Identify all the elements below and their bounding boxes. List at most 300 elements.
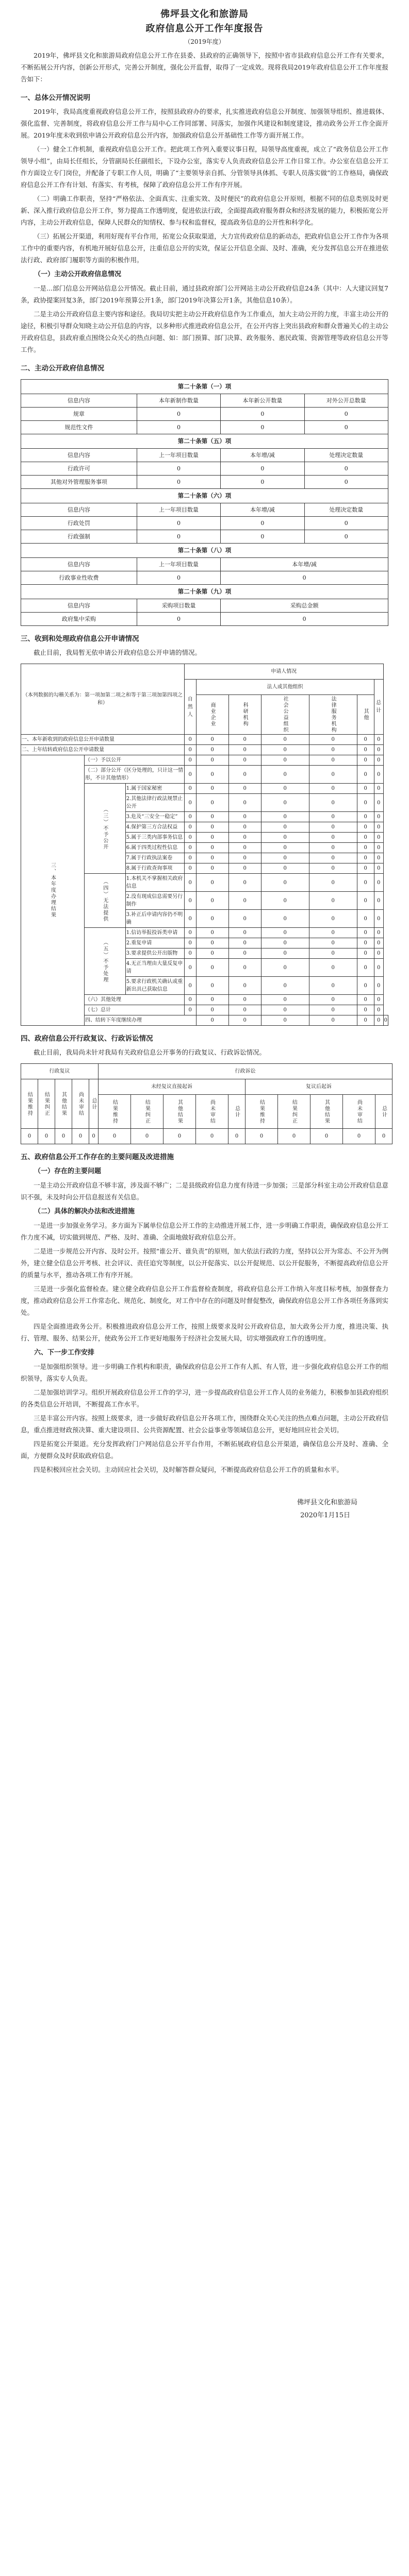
s5-paragraph: 四是拓宽公开渠道。充分发挥政府门户网站信息公开平台作用，不断拓展政府信息公开渠道，确保信息公开及时、准确、全面，方便群众及时获取政府信息。 <box>21 1440 388 1460</box>
s5-paragraph: 一是进一步加强业务学习。多方面为下属单位信息公开工作的主动推进开展工作，进一步明确工作职责，确保政府信息公开工作力度不减，切实做到规范、严格、及时、准确、全面地做好政府信息公开。 <box>21 1222 388 1241</box>
table-cell: 0 <box>374 794 383 812</box>
row-label: 1.属于国家秘密 <box>125 784 184 794</box>
table-cell: 0 <box>184 948 196 959</box>
table-cell: 0 <box>137 613 220 626</box>
table-cell: 0 <box>357 735 374 745</box>
table-caption: 第二十条第（五）项 <box>21 434 388 449</box>
table-cell: 行政事业性收费 <box>21 571 137 585</box>
table-cell: 0 <box>357 995 374 1005</box>
table-cell: 0 <box>309 833 357 843</box>
s5-paragraph: 二是进一步规范公开内容、及时公开。按照“谁公开、谁负责”的原则，加大依法行政的力度，坚持以公开为常态、不公开为例外，建立健全信息公开考核、社会评议、责任追究等制度，以公开促落实、以公开促规范、以公开促服务，不断提高政府信息公开的质量与水平，推动各项工作有序开展。 <box>21 1247 388 1279</box>
table-cell: 0 <box>228 822 261 833</box>
table-cell: 0 <box>261 843 309 853</box>
table-cell: 0 <box>374 853 383 863</box>
table-cell: 0 <box>261 910 309 928</box>
row-group-label: （三）不予公开 <box>85 784 126 874</box>
table-cell: 0 <box>137 571 220 585</box>
table-cell: 0 <box>357 833 374 843</box>
table-cell: 0 <box>309 843 357 853</box>
table-caption: 第二十条第（八）项 <box>21 544 388 558</box>
s5-subheading: （一）存在的主要问题 <box>34 1167 102 1175</box>
table-caption: 第二十条第（九）项 <box>21 585 388 599</box>
table-cell: 0 <box>261 766 309 784</box>
table-cell: 0 <box>228 766 261 784</box>
table-cell: 0 <box>261 735 309 745</box>
table-cell: 0 <box>304 408 388 421</box>
s5-paragraph: 四是积极回应社会关切。主动回应社会关切，及时解答群众疑问，不断提高政府信息公开工作的质量和水平。 <box>34 1466 343 1473</box>
review-litigation-table <box>21 1063 392 1144</box>
table-cell: 0 <box>89 1129 99 1144</box>
table-cell: 0 <box>196 948 228 959</box>
table-cell: 0 <box>72 1129 89 1144</box>
table-cell: 0 <box>304 517 388 530</box>
table-cell: 0 <box>196 853 228 863</box>
table-cell: 0 <box>196 822 228 833</box>
table-cell: 0 <box>196 1015 228 1026</box>
s1-subheading: （一）主动公开政府信息情况 <box>34 270 122 278</box>
table-cell: 0 <box>261 959 309 977</box>
column-header: 法人或其他组织 <box>196 680 374 695</box>
table-caption: 第二十条第（一）项 <box>21 380 388 394</box>
table-cell: 0 <box>309 794 357 812</box>
table-cell: 0 <box>184 863 196 874</box>
table-cell: 0 <box>357 766 374 784</box>
column-header: 尚未审结 <box>72 1079 89 1129</box>
column-header: 本年增/减 <box>221 449 304 462</box>
s5-paragraph: 三是丰富公开内容。按照上级要求，进一步做好政府信息公开各项工作，围绕群众关心关注的热点难点问题，主动公开政府信息，重点推进财政预决算、重大建设项目、公共资源配置、社会公益事业等领域信息公开，更好地回应社会关切。 <box>21 1414 388 1434</box>
s1-paragraph: 一是...部门信息公开网站信息公开情况。截止目前，通过县政府部门公开网站主动公开政府信息24条（其中：人大建议回复7条，政协提案回复3条，部门2019年预算公开1条，部门2019年决算公开1条，其他信息10条）。 <box>21 284 388 304</box>
table-cell: 0 <box>228 874 261 892</box>
table-cell: 0 <box>357 853 374 863</box>
table-cell: 0 <box>221 408 304 421</box>
table-cell: 0 <box>228 892 261 910</box>
row-label: 3.危及“三安全一稳定” <box>125 812 184 822</box>
table-cell: 0 <box>38 1129 55 1144</box>
table-cell: 0 <box>137 517 220 530</box>
column-header: 结果纠正 <box>131 1095 163 1129</box>
table-cell: 0 <box>374 910 383 928</box>
table-cell: 规章 <box>21 408 137 421</box>
table-cell: 0 <box>261 977 309 995</box>
section-5-heading: 五、政府信息公开工作存在的主要问题及改进措施 <box>21 1153 174 1161</box>
table-cell: 0 <box>228 812 261 822</box>
table-cell: 0 <box>184 745 196 755</box>
table-cell: 0 <box>228 843 261 853</box>
column-header: 申请人情况 <box>184 664 383 680</box>
table-cell: 0 <box>228 977 261 995</box>
table-cell: 0 <box>196 1005 228 1015</box>
row-label: 1.本机关不掌握相关政府信息 <box>125 874 184 892</box>
table-cell: 0 <box>196 843 228 853</box>
table-cell: 0 <box>184 812 196 822</box>
table-cell: 0 <box>184 995 196 1005</box>
table-cell: 0 <box>357 938 374 948</box>
table-cell: 0 <box>261 745 309 755</box>
column-header: 上一年项目数量 <box>137 503 220 517</box>
table-cell: 0 <box>196 928 228 938</box>
table-cell: 0 <box>184 892 196 910</box>
column-header: 本年增/减 <box>221 558 388 571</box>
column-header: 复议后起诉 <box>246 1079 392 1095</box>
table-cell: 0 <box>184 959 196 977</box>
table-cell: 0 <box>137 476 220 489</box>
s5-paragraph: 二是加强培训学习。组织开展政府信息公开工作的学习，进一步提高政府信息公开工作人员的业务能力，积极参加县政府组织的各类信息公开培训，不断提高工作水平。 <box>21 1388 388 1408</box>
table-cell: 0 <box>383 1015 388 1026</box>
table-cell: 0 <box>221 476 304 489</box>
table-cell: 0 <box>163 1129 196 1144</box>
table-cell: 0 <box>196 745 228 755</box>
table-cell: 0 <box>221 462 304 476</box>
column-header: 总计 <box>228 1095 246 1129</box>
column-header: 其他 <box>357 695 374 735</box>
table-cell: 0 <box>309 995 357 1005</box>
table-cell: 0 <box>309 755 357 766</box>
row-group-label: （四）无法提供 <box>85 874 126 928</box>
row-label: 一、本年新收到的政府信息公开申请数量 <box>21 735 185 745</box>
table-cell: 0 <box>261 755 309 766</box>
column-header: 行政诉讼 <box>99 1064 392 1079</box>
table-cell: 0 <box>374 822 383 833</box>
table-cell: 0 <box>261 948 309 959</box>
section-2-heading: 二、主动公开政府信息情况 <box>21 364 104 372</box>
row-label: 4.保护第三方合法权益 <box>125 822 184 833</box>
row-label: （二）部分公开（区分处理的，只计这一情形，不计其他情形） <box>85 766 185 784</box>
table-cell: 0 <box>374 784 383 794</box>
column-header: （本列数据的勾稽关系为：第一项加第二项之和等于第三项加第四项之和） <box>21 664 185 735</box>
table-cell: 0 <box>261 794 309 812</box>
table-cell: 0 <box>228 784 261 794</box>
table-cell: 0 <box>309 853 357 863</box>
table-cell: 0 <box>184 928 196 938</box>
table-cell: 0 <box>221 517 304 530</box>
table-cell: 0 <box>261 892 309 910</box>
table-cell: 0 <box>137 462 220 476</box>
table-cell: 0 <box>228 1015 261 1026</box>
table-cell: 0 <box>309 928 357 938</box>
table-cell: 0 <box>309 938 357 948</box>
s1-paragraph: 二是主动公开政府信息主要内容和途径。我局切实把主动公开政府信息作为工作重点，加大主动公开的力度，丰富主动公开的途径，积极引导群众知晓主动公开信息的内容，以多种形式推进政府信息公开，在公开内容上突出县政府和群众普遍关心的主动公开政府信息，县政府重点围绕公众关心的热点问题、如：部门预算、部门决算、政务服务、惠民政策、资源管理等政府信息公开等工作。 <box>21 310 388 353</box>
table-cell: 0 <box>309 977 357 995</box>
column-header: 行政复议 <box>21 1064 99 1079</box>
column-header: 采购项目数量 <box>137 599 220 613</box>
table-cell: 0 <box>196 794 228 812</box>
table-cell: 0 <box>357 959 374 977</box>
column-header: 社会公益组织 <box>261 695 309 735</box>
signature-org: 佛坪县文化和旅游局 <box>297 1499 357 1506</box>
table-cell: 0 <box>196 766 228 784</box>
column-header: 其他结果 <box>310 1095 343 1129</box>
table-cell: 0 <box>374 766 383 784</box>
column-header: 本年增/减 <box>221 503 304 517</box>
table-cell: 0 <box>374 1015 383 1026</box>
column-header: 总计 <box>89 1079 99 1129</box>
agency-name: 佛坪县文化和旅游局 <box>160 9 249 20</box>
table-cell: 0 <box>374 977 383 995</box>
table-cell: 0 <box>309 910 357 928</box>
table-cell: 行政处罚 <box>21 517 137 530</box>
row-label: 5.要求行政机关确认或重新出具已获取信息 <box>125 977 184 995</box>
table-cell: 0 <box>304 462 388 476</box>
table-cell: 0 <box>357 755 374 766</box>
table-cell: 0 <box>196 892 228 910</box>
table-cell: 0 <box>196 784 228 794</box>
application-handling-table <box>21 664 388 1026</box>
section-1-heading: 一、总体公开情况说明 <box>21 94 90 102</box>
table-cell: 0 <box>309 745 357 755</box>
column-header: 本年新公开数量 <box>221 394 304 408</box>
row-label: 2.其他法律行政法规禁止公开 <box>125 794 184 812</box>
table-cell: 0 <box>228 794 261 812</box>
table-cell: 0 <box>309 1015 357 1026</box>
column-header: 对外公开总数量 <box>304 394 388 408</box>
table-cell: 0 <box>184 853 196 863</box>
row-label: （一）予以公开 <box>85 755 185 766</box>
table-cell: 0 <box>357 745 374 755</box>
column-header: 自然人 <box>184 680 196 735</box>
table-cell: 0 <box>261 863 309 874</box>
table-cell: 0 <box>137 421 220 434</box>
table-cell: 0 <box>228 755 261 766</box>
s4-intro: 截止目前，我局尚未针对我局有关政府信息公开事务的行政复议、行政诉讼情况。 <box>34 1048 266 1056</box>
table-cell: 0 <box>357 784 374 794</box>
table-cell: 0 <box>261 784 309 794</box>
table-cell: 0 <box>309 822 357 833</box>
table-cell: 0 <box>221 613 388 626</box>
column-header: 尚未审结 <box>196 1095 228 1129</box>
table-cell: 0 <box>99 1129 131 1144</box>
column-header: 科研机构 <box>228 695 261 735</box>
table-cell: 0 <box>261 995 309 1005</box>
table-cell: 0 <box>357 977 374 995</box>
table-cell: 0 <box>228 863 261 874</box>
table-cell: 0 <box>228 948 261 959</box>
table-cell: 0 <box>228 735 261 745</box>
table-cell: 0 <box>184 874 196 892</box>
table-cell: 0 <box>184 766 196 784</box>
s5-paragraph: 三是进一步强化监督检查。建立健全政府信息公开工作监督检查制度，将政府信息公开工作纳入年度目标考核，加强督查力度，推动政府信息公开工作常态化、规范化、制度化，对工作中存在的问题及时督促整改，确保政府信息公开工作各项任务落到实处。 <box>21 1285 388 1316</box>
table-cell: 0 <box>228 995 261 1005</box>
s5-paragraph: 一是主动公开政府信息不够丰富，涉及面不够广；二是县级政府信息力度有待进一步加强；三是部分科室主动公开政府信息意识不强，未及时向公开信息报送有关信息。 <box>21 1181 388 1201</box>
column-header: 结果维持 <box>21 1079 38 1129</box>
column-header: 信息内容 <box>21 503 137 517</box>
column-header: 法律服务机构 <box>309 695 357 735</box>
table-cell: 0 <box>221 421 304 434</box>
table-cell: 0 <box>228 833 261 843</box>
row-label: 6.属于四类过程性信息 <box>125 843 184 853</box>
s5-paragraph: 四是全面推进政务公开。积极推进政府信息公开工作，按照上级要求及时公开政府信息，加大政务公开力度，推进决策、执行、管理、服务、结果公开，使政务公开工作更好地服务于经济社会发展大局，切实增强政府工作的透明度。 <box>21 1323 388 1342</box>
column-header: 处理决定数量 <box>304 449 388 462</box>
table-cell: 0 <box>196 874 228 892</box>
table-cell: 0 <box>196 863 228 874</box>
table-cell: 0 <box>357 892 374 910</box>
s1-paragraph: （三）拓展公开渠道，利用好现有平台作用，拓宽公众获取渠道，大力宣传政府信息的新动态，把政府信息公开工作作为各项工作中的重要内容，有机地开展好信息公开，注重信息公开的实效，保证公开信息全面、及时、准确，充分发挥信息公开在推进依法行政、政府部门履职等方面的积极作用。 <box>21 232 388 264</box>
table-cell: 0 <box>131 1129 163 1144</box>
table-cell: 0 <box>137 530 220 544</box>
table-cell: 0 <box>21 1129 38 1144</box>
table-caption: 第二十条第（六）项 <box>21 489 388 503</box>
table-cell: 0 <box>375 1129 392 1144</box>
row-label: 3.要求提供公开出版物 <box>125 948 184 959</box>
table-cell: 0 <box>196 812 228 822</box>
table-cell: 0 <box>184 755 196 766</box>
row-label: 7.属于行政执法案卷 <box>125 853 184 863</box>
table-cell: 0 <box>184 977 196 995</box>
table-cell: 0 <box>309 735 357 745</box>
table-cell: 0 <box>221 530 304 544</box>
table-cell: 0 <box>196 755 228 766</box>
table-cell: 0 <box>228 745 261 755</box>
table-cell: 0 <box>304 421 388 434</box>
table-cell: 0 <box>304 476 388 489</box>
column-header: 其他结果 <box>163 1095 196 1129</box>
table-cell: 0 <box>261 874 309 892</box>
table-cell: 0 <box>309 948 357 959</box>
column-header: 处理决定数量 <box>304 503 388 517</box>
section-4-heading: 四、政府信息公开行政复议、行政诉讼情况 <box>21 1035 153 1043</box>
table-cell: 0 <box>196 1129 228 1144</box>
table-cell: 0 <box>357 928 374 938</box>
table-cell: 0 <box>357 794 374 812</box>
column-header: 信息内容 <box>21 449 137 462</box>
table-cell: 0 <box>184 735 196 745</box>
table-cell: 0 <box>228 853 261 863</box>
table-cell: 0 <box>304 530 388 544</box>
table-cell: 0 <box>221 571 388 585</box>
table-cell: 0 <box>196 959 228 977</box>
table-cell: 0 <box>196 995 228 1005</box>
column-header: 总计 <box>374 680 383 735</box>
table-cell: 0 <box>374 745 383 755</box>
table-cell: 0 <box>246 1129 278 1144</box>
table-cell: 0 <box>137 408 220 421</box>
row-label: 1.信访举报投诉类申请 <box>125 928 184 938</box>
table-cell: 0 <box>196 938 228 948</box>
table-cell: 0 <box>374 995 383 1005</box>
table-cell: 0 <box>184 822 196 833</box>
column-header: 信息内容 <box>21 394 137 408</box>
row-label: 4.无正当理由大量反复申请 <box>125 959 184 977</box>
row-label: （六）其他处理 <box>85 995 185 1005</box>
table-cell: 其他对外管理服务事项 <box>21 476 137 489</box>
table-cell: 0 <box>374 938 383 948</box>
table-cell: 0 <box>55 1129 72 1144</box>
table-cell: 0 <box>357 822 374 833</box>
column-header: 结果纠正 <box>278 1095 310 1129</box>
row-label: 8.属于行政查询事项 <box>125 863 184 874</box>
column-header: 结果纠正 <box>38 1079 55 1129</box>
table-cell: 0 <box>228 959 261 977</box>
table-cell: 0 <box>374 843 383 853</box>
column-header: 未经复议直接起诉 <box>99 1079 246 1095</box>
table-cell: 0 <box>196 833 228 843</box>
column-header: 结果维持 <box>99 1095 131 1129</box>
row-group-label: （五）不予处理 <box>85 928 126 995</box>
table-cell: 0 <box>184 938 196 948</box>
table-cell: 0 <box>228 938 261 948</box>
column-header: 商业企业 <box>196 695 228 735</box>
section-3-heading: 三、收到和处理政府信息公开申请情况 <box>21 635 139 643</box>
table-cell: 行政强制 <box>21 530 137 544</box>
table-cell: 0 <box>261 928 309 938</box>
table-cell: 0 <box>228 1005 261 1015</box>
table-cell: 0 <box>261 1005 309 1015</box>
table-cell: 0 <box>374 948 383 959</box>
table-cell: 政府集中采购 <box>21 613 137 626</box>
table-cell: 0 <box>184 784 196 794</box>
table-cell: 0 <box>357 812 374 822</box>
row-label: 二、上年结转政府信息公开申请数量 <box>21 745 185 755</box>
column-header: 结果维持 <box>246 1095 278 1129</box>
table-cell: 0 <box>357 843 374 853</box>
table-cell: 0 <box>374 1005 383 1015</box>
report-year: （2019年度） <box>184 38 225 45</box>
table-cell: 0 <box>309 784 357 794</box>
column-header: 其他结果 <box>55 1079 72 1129</box>
table-cell: 0 <box>357 863 374 874</box>
table-cell: 0 <box>310 1129 343 1144</box>
column-header: 采购总金额 <box>221 599 388 613</box>
table-cell: 0 <box>357 910 374 928</box>
table-cell: 0 <box>261 812 309 822</box>
column-header: 上一年项目数量 <box>137 449 220 462</box>
table-cell: 0 <box>374 755 383 766</box>
table-cell: 0 <box>343 1129 375 1144</box>
table-cell: 0 <box>374 892 383 910</box>
s1-paragraph: 2019年，我局高度重视政府信息公开工作，按照县政府办的要求，扎实推进政府信息公开制度、加强领导组织、推进载体、强化监督、完善制度，将政府信息公开工作与局中心工作同部署、同落实，加强作风建设和制度建设，推动政务公开工作全面开展。2019年度未收到依申请公开政府信息公开内容，加强政府信息公开基础性工作等方面开展工作。 <box>21 108 388 139</box>
s5-subheading: （二）具体的解决办法和改进措施 <box>34 1208 135 1215</box>
table-cell: 0 <box>374 874 383 892</box>
row-label: 2.没有现成信息需要另行制作 <box>125 892 184 910</box>
signature-date: 2020年1月15日 <box>300 1512 350 1519</box>
table-cell: 0 <box>261 1015 309 1026</box>
column-header: 本年新制作数量 <box>137 394 220 408</box>
table-cell: 0 <box>228 928 261 938</box>
table-cell: 0 <box>309 812 357 822</box>
table-cell: 0 <box>309 863 357 874</box>
table-cell: 0 <box>357 874 374 892</box>
row-label: （七）总计 <box>85 1005 185 1015</box>
table-cell: 0 <box>261 853 309 863</box>
column-header: 总计 <box>375 1095 392 1129</box>
report-title: 政府信息公开工作年度报告 <box>145 23 264 34</box>
table-cell: 0 <box>309 874 357 892</box>
intro-paragraph: 2019年，佛坪县文化和旅游局政府信息公开工作在县委、县政府的正确领导下，按照中省市县政府信息公开工作有关要求，不断拓展公开内容，创新公开形式，完善公开制度，强化公开监督，取得了一定成效。现将我局2019年政府信息公开工作年度报告如下： <box>21 52 388 83</box>
s5-subheading: 六、下一步工作安排 <box>34 1349 95 1357</box>
table-cell: 0 <box>278 1129 310 1144</box>
table-cell: 0 <box>196 735 228 745</box>
table-cell: 规范性文件 <box>21 421 137 434</box>
table-cell: 0 <box>357 948 374 959</box>
row-label: 5.属于三类内部事务信息 <box>125 833 184 843</box>
row-label: 3.补正后申请内容仍不明确 <box>125 910 184 928</box>
table-cell: 0 <box>309 1005 357 1015</box>
table-cell: 0 <box>374 959 383 977</box>
column-header: 信息内容 <box>21 558 137 571</box>
table-cell: 0 <box>228 910 261 928</box>
table-cell: 0 <box>374 833 383 843</box>
column-header: 上一年项目数量 <box>137 558 220 571</box>
table-cell: 0 <box>228 1129 246 1144</box>
table-cell: 0 <box>184 1005 196 1015</box>
s5-paragraph: 一是加强组织领导。进一步明确工作机构和职责，确保政府信息公开工作有人抓、有人管，进一步强化政府信息公开工作的组织领导，落实专人负责。 <box>21 1363 388 1382</box>
row-label: 四、结转下年度继续办理 <box>85 1015 197 1026</box>
table-cell: 0 <box>196 977 228 995</box>
table-cell: 0 <box>374 735 383 745</box>
table-cell: 0 <box>309 959 357 977</box>
proactive-disclosure-table <box>21 379 388 626</box>
s1-paragraph: （二）明确工作职责，坚持“严格依法、全面真实、注重实效、及时便民”的政府信息公开原则，根据不同的信息类别及时更新、深入推行政府信息公开工作，努力提高工作透明度，促进依法行政，全面提高政府服务群众和经济发展的能力，积极拓宽公开内容，主动公开政府信息，保障人民群众的知情权、参与权和监督权，提高政务信息的公开性和科学化。 <box>21 195 388 226</box>
table-cell: 行政许可 <box>21 462 137 476</box>
